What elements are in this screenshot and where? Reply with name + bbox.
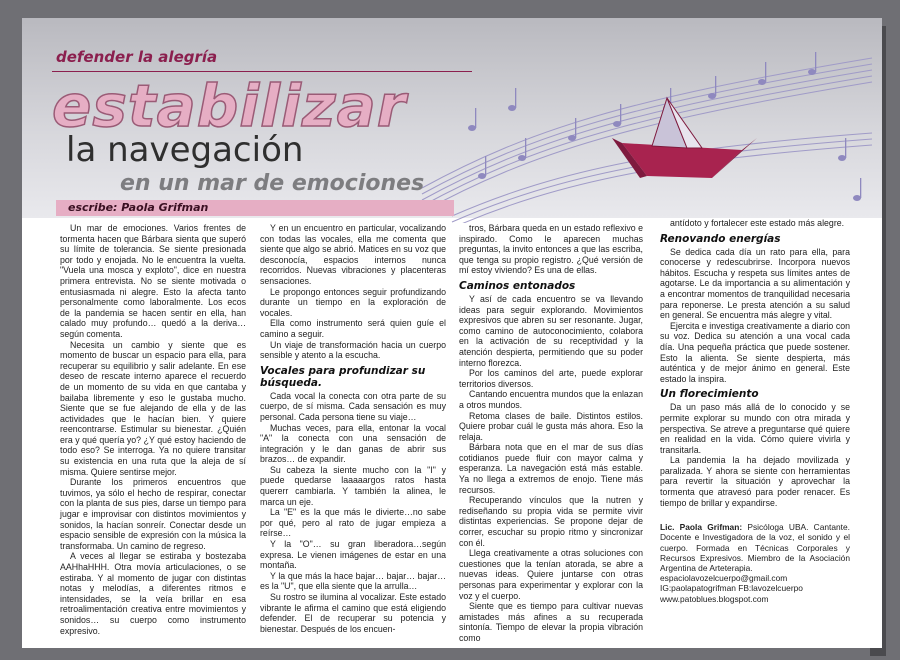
author-social: IG:paolapatogrifman FB:lavozelcuerpo (660, 583, 803, 594)
paragraph: tros, Bárbara queda en un estado reflexivo e inspirado. Como le aparecen muchas preguntas, la invito entonces a que las escriba, que tenga su propio registro. ¿Qué versión de mí estoy viviendo? Es una de ellas. (459, 223, 643, 276)
paragraph: Ejercita e investiga creativamente a diario con su voz. Dedica su atención a una vocal cada día. Una pequeña práctica que puede sostener. Esto la alienta. Se siente despierta, más auténtica y de mejor ánimo en general. Este estado la inspira. (660, 320, 850, 384)
paragraph: Y así de cada encuentro se va llevando ideas para seguir explorando. Movimientos expresivos que abren su ser resonante. Jugar, como camino de autoconocimiento, colabora en la activación de su receptividad y la atención despierta, permitiendo que su poder interno florezca. (459, 293, 643, 368)
author-name: Lic. Paola Grifman: (660, 522, 743, 533)
column-4 (660, 218, 850, 604)
paragraph: Se dedica cada día un rato para ella, para conocerse y redescubrirse. Incorpora nuevos hábitos. Escucha y respeta sus límites antes de agotarse. Le da importancia a su alimentación y a encontrar momentos de tranquilidad necesaria para reponerse. Le presta atención a su salud en general. Se encuentra más alegre y vital. (660, 246, 850, 321)
paragraph: La pandemia la ha dejado movilizada y paralizada. Y ahora se siente con herramientas para revertir la situación y aprovechar la tormenta que atravesó para poder renacer. Es tiempo de brillar y expandirse. (660, 455, 850, 508)
paragraph: Un viaje de transformación hacia un cuerpo sensible y atento a la escucha. (260, 339, 446, 361)
paragraph: Su cabeza la siente mucho con la "I" y puede quedarse laaaaargos ratos hasta quererr cambiarla. Y también la alinea, le marca un eje. (260, 464, 446, 507)
paragraph: Le propongo entonces seguir profundizando durante un tiempo en la exploración de vocales. (260, 286, 446, 318)
section-heading: Caminos entonados (459, 279, 576, 292)
byline-text: escribe: Paola Grifman (68, 201, 209, 214)
title-tagline: en un mar de emociones (120, 171, 425, 196)
paragraph: Ella como instrumento será quien guíe el camino a seguir. (260, 318, 446, 339)
paragraph: Cada vocal la conecta con otra parte de su cuerpo, de sí misma. Cada sensación es muy personal. Cada persona tiene su viaje… (260, 390, 446, 422)
paragraph: Su rostro se ilumina al vocalizar. Este estado vibrante le afirma el camino que está eligiendo defender. El de recuperar su potencia y bienestar. Después de los encuen- (260, 592, 446, 634)
magazine-page (22, 18, 882, 648)
title-sub: la navegación (66, 130, 304, 170)
column-2 (260, 223, 446, 634)
paragraph: La "E" es la que más le divierte…no sabe por qué, pero al rato de jugar empieza a reírse… (260, 507, 446, 539)
paragraph: Y la que más la hace bajar… bajar… bajar… es la "U", que ella siente que la arrulla… (260, 570, 446, 592)
column-3 (459, 223, 643, 644)
paragraph: antídoto y fortalecer este estado más alegre. (670, 218, 845, 228)
paragraph: Muchas veces, para ella, entonar la vocal "A" la conecta con una sensación de integración y le dan ganas de abrir sus brazos… de expandir. (260, 422, 446, 465)
section-kicker: defender la alegría (56, 48, 218, 66)
paragraph: Siente que es tiempo para cultivar nuevas amistades más afines a su recuperada sintonía. Tiempo de elevar la propia vibración como (459, 601, 643, 643)
paragraph: Bárbara nota que en el mar de sus días cotidianos puede fluir con mayor calma y esperanza. La navegación está más estable. Ya no llega a extremos de enojo. Tiene más recursos. (459, 442, 643, 495)
author-bio (660, 522, 850, 573)
title-main: estabilizar (52, 72, 407, 140)
paragraph: Llega creativamente a otras soluciones con cuestiones que la tenían atorada, se abre a nuevas ideas. Quiere juntarse con otras personas para experimentar y explorar con la voz y el cuerpo. (459, 548, 643, 601)
paragraph: A veces al llegar se estiraba y bostezaba AAHhaHHH. Otra movía articulaciones, o se estiraba. Y al momento de jugar con distintas notas y melodías, a diferentes ritmos e intensidades, se la veía brillar en esa retroalimentación creativa entre movimientos y sonidos… su cuerpo como instrumento expresivo. (60, 551, 246, 636)
section-heading: Renovando energías (660, 232, 781, 245)
paragraph: Recuperando vínculos que la nutren y rediseñando su propia vida se permite vivir distintas experiencias. Se propone dejar de correr, escuchar su propio ritmo y sincronizar con él. (459, 495, 643, 548)
paragraph: Por los caminos del arte, puede explorar territorios diversos. (459, 368, 643, 389)
paragraph: Y en un encuentro en particular, vocalizando con todas las vocales, ella me comenta que siente que algo se abrió. Matices en su voz que desconocía, espacios internos nunca recorridos. Nuevas vibraciones y placenteras sensaciones. (260, 223, 446, 286)
paragraph: Y la "O"… su gran liberadora…según expresa. Le vienen imágenes de estar en una montaña. (260, 539, 446, 571)
paragraph: Retoma clases de baile. Distintos estilos. Quiere probar cuál le gusta más ahora. Eso la relaja. (459, 410, 643, 442)
author-website[interactable]: www.patoblues.blogspot.com (660, 593, 769, 604)
section-heading: Vocales para profundizar su búsqueda. (260, 364, 426, 389)
paragraph: Cantando encuentra mundos que la enlazan a otros mundos. (459, 389, 643, 410)
column-4-body (660, 218, 850, 508)
column-1 (60, 223, 246, 636)
section-heading: Un florecimiento (660, 388, 759, 401)
paragraph: Un mar de emociones. Varios frentes de tormenta hacen que Bárbara sienta que superó su límite de tolerancia. Se siente presionada por todo y enojada. No le encuentra la vuelta. "Vuela una mosca y exploto", dice en nuestra primera entrevista. No se siente motivada o entusiasmada ni alegre. Esto la afecta tanto personalmente como laboralmente. Los ecos de la pandemia se hacen sentir en ella, han calado muy profundo… quedó a la deriva… según comenta. (60, 223, 246, 339)
author-email[interactable]: espaciolavozelcuerpo@gmail.com (660, 573, 788, 584)
paper-boat-icon (612, 98, 757, 178)
author-bio-text: Psicóloga UBA. Cantante. Docente e Investigadora de la voz, el sonido y el cuerpo. Formada en Técnicas Corporales y Recursos Expresivos. Miembro de la Asociación Argentina de Arteterapia. (660, 522, 850, 574)
music-notes-illustration (412, 38, 882, 223)
paragraph: Durante los primeros encuentros que tuvimos, ya sólo el hecho de respirar, conectar con la planta de sus pies, darse un tiempo para jugar e improvisar con distintos movimientos y sonidos, la hacían sonreír. Conectar desde un espacio sensible de expresión con la música la transformaba. Un camino de regreso. (60, 477, 246, 551)
paragraph: Necesita un cambio y siente que es momento de buscar un espacio para ella, para recuperar su equilibrio y salir adelante. En ese deseo de rescate interno aparece el recuerdo de un momento de su vida en que cantaba y bailaba libremente y eso le gustaba mucho. Siente que se fue alejando de ella y de las actividades que le hacían bien. Y quiere reencontrarse. Estimular su bienestar. ¿Quién era y qué quería yo? ¿Y qué estoy haciendo de todo eso? Se interroga. Ya no quiere transitar su existencia en una ruta que la aleja de sí misma. Quiere sentirse mejor. (60, 339, 246, 477)
paragraph: Da un paso más allá de lo conocido y se permite explorar su mundo con otra mirada y perspectiva. Se atreve a preguntarse qué quiere en realidad en la vida. Cómo quiere vivirla y transitarla. (660, 402, 850, 455)
byline-bar (56, 200, 454, 216)
